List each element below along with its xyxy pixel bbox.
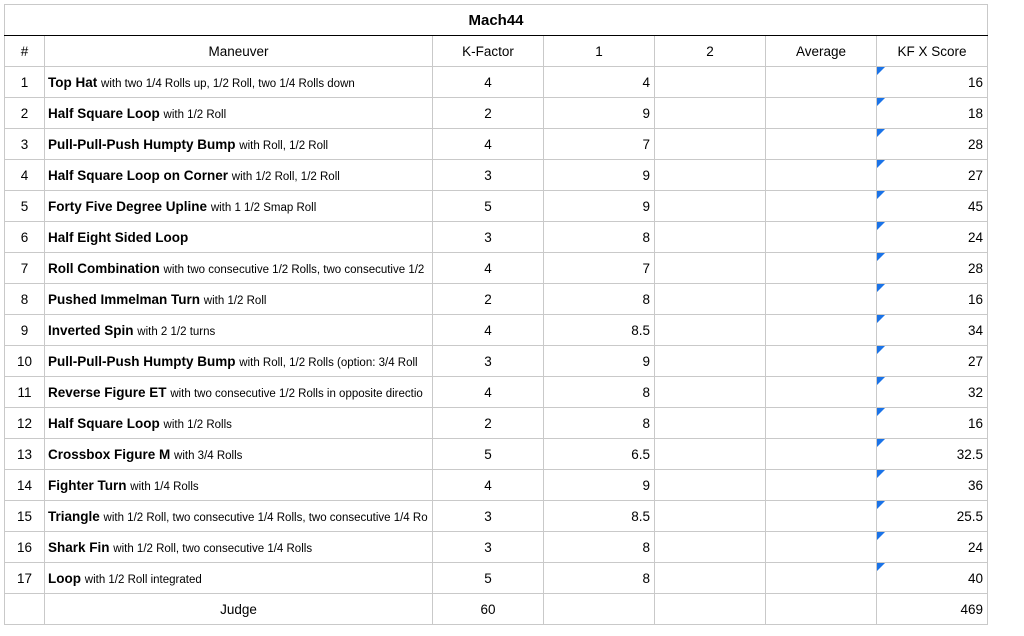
row-number-cell[interactable]: 13 — [5, 439, 45, 470]
table-row — [5, 67, 988, 98]
row-number-cell[interactable]: 4 — [5, 160, 45, 191]
maneuver-name: Roll Combination — [48, 260, 160, 276]
kf-x-score-value: 36 — [967, 477, 983, 493]
row-number-cell[interactable]: 8 — [5, 284, 45, 315]
kf-x-score-cell[interactable] — [877, 98, 988, 129]
score-2-total-cell[interactable] — [655, 594, 766, 625]
average-cell[interactable] — [766, 439, 877, 470]
score-2-cell[interactable] — [655, 408, 766, 439]
average-cell[interactable] — [766, 129, 877, 160]
table-row — [5, 532, 988, 563]
maneuver-name: Fighter Turn — [48, 477, 127, 493]
kfactor-cell[interactable]: 5 — [433, 191, 544, 222]
kfactor-cell[interactable]: 4 — [433, 253, 544, 284]
kf-x-score-value: 24 — [967, 229, 983, 245]
kfactor-cell[interactable]: 2 — [433, 98, 544, 129]
average-cell[interactable] — [766, 501, 877, 532]
score-2-cell[interactable] — [655, 67, 766, 98]
score-2-cell[interactable] — [655, 253, 766, 284]
average-cell[interactable] — [766, 160, 877, 191]
score-2-cell[interactable] — [655, 501, 766, 532]
score-2-cell[interactable] — [655, 129, 766, 160]
score-1-cell[interactable]: 8.5 — [544, 501, 655, 532]
score-2-cell[interactable] — [655, 284, 766, 315]
maneuver-description: with 1/4 Rolls — [130, 480, 199, 493]
kf-x-score-value: 45 — [967, 198, 983, 214]
score-2-cell[interactable] — [655, 470, 766, 501]
note-marker-icon[interactable] — [877, 98, 885, 106]
sheet-title[interactable]: Mach44 — [5, 5, 988, 36]
maneuver-name: Half Square Loop — [48, 415, 160, 431]
judge-label-cell[interactable]: Judge — [45, 594, 433, 625]
score-2-cell[interactable] — [655, 315, 766, 346]
score-1-cell[interactable]: 9 — [544, 191, 655, 222]
maneuver-description: with Roll, 1/2 Roll — [239, 139, 329, 152]
average-total-cell[interactable] — [766, 594, 877, 625]
maneuver-cell[interactable] — [45, 532, 433, 563]
note-marker-icon[interactable] — [877, 67, 885, 75]
kf-x-score-value: 27 — [967, 167, 983, 183]
row-number-cell[interactable]: 6 — [5, 222, 45, 253]
maneuver-description: with two 1/4 Rolls up, 1/2 Roll, two 1/4 Rolls down — [101, 77, 355, 90]
average-cell[interactable] — [766, 346, 877, 377]
note-marker-icon[interactable] — [877, 532, 885, 540]
header-average[interactable]: Average — [766, 36, 877, 67]
score-1-cell[interactable]: 8 — [544, 563, 655, 594]
note-marker-icon[interactable] — [877, 253, 885, 261]
maneuver-name: Half Eight Sided Loop — [48, 229, 189, 245]
score-2-cell[interactable] — [655, 439, 766, 470]
kf-x-score-value: 32 — [967, 384, 983, 400]
header-score-1[interactable]: 1 — [544, 36, 655, 67]
maneuver-name: Shark Fin — [48, 539, 110, 555]
kf-x-score-cell[interactable] — [877, 222, 988, 253]
maneuver-name: Loop — [48, 570, 81, 586]
kfactor-cell[interactable]: 2 — [433, 408, 544, 439]
note-marker-icon[interactable] — [877, 129, 885, 137]
table-row — [5, 346, 988, 377]
score-1-total-cell[interactable] — [544, 594, 655, 625]
kfactor-cell[interactable]: 4 — [433, 129, 544, 160]
kfactor-cell[interactable]: 5 — [433, 563, 544, 594]
note-marker-icon[interactable] — [877, 346, 885, 354]
kf-x-score-value: 34 — [967, 322, 983, 338]
table-row — [5, 377, 988, 408]
kfactor-cell[interactable]: 3 — [433, 501, 544, 532]
maneuver-name: Reverse Figure ET — [48, 384, 167, 400]
row-number-cell[interactable]: 15 — [5, 501, 45, 532]
kf-x-score-value: 18 — [967, 105, 983, 121]
maneuver-description: with 2 1/2 turns — [137, 325, 216, 338]
table-row — [5, 284, 988, 315]
maneuver-description: with 1/2 Rolls — [163, 418, 232, 431]
table-row — [5, 98, 988, 129]
score-1-cell[interactable]: 4 — [544, 67, 655, 98]
kf-x-score-cell[interactable] — [877, 129, 988, 160]
score-2-cell[interactable] — [655, 191, 766, 222]
header-kf-x-score[interactable]: KF X Score — [877, 36, 988, 67]
kfactor-cell[interactable]: 3 — [433, 222, 544, 253]
table-row — [5, 408, 988, 439]
average-cell[interactable] — [766, 191, 877, 222]
maneuver-name: Pull-Pull-Push Humpty Bump — [48, 136, 236, 152]
maneuver-cell[interactable] — [45, 191, 433, 222]
row-number-cell[interactable]: 5 — [5, 191, 45, 222]
note-marker-icon[interactable] — [877, 439, 885, 447]
row-number-cell[interactable]: 7 — [5, 253, 45, 284]
row-number-cell[interactable]: 17 — [5, 563, 45, 594]
kf-x-score-cell[interactable] — [877, 501, 988, 532]
kf-x-score-value: 40 — [967, 570, 983, 586]
kf-x-score-cell[interactable] — [877, 532, 988, 563]
note-marker-icon[interactable] — [877, 315, 885, 323]
score-1-cell[interactable]: 8 — [544, 284, 655, 315]
row-number-cell[interactable]: 9 — [5, 315, 45, 346]
kf-x-score-value: 16 — [967, 291, 983, 307]
score-1-cell[interactable]: 8 — [544, 377, 655, 408]
header-maneuver[interactable]: Maneuver — [45, 36, 433, 67]
kf-x-score-cell[interactable] — [877, 470, 988, 501]
score-2-cell[interactable] — [655, 222, 766, 253]
maneuver-description: with two consecutive 1/2 Rolls in opposite directio — [170, 387, 423, 400]
table-row — [5, 439, 988, 470]
maneuver-cell[interactable] — [45, 501, 433, 532]
score-2-cell[interactable] — [655, 160, 766, 191]
maneuver-cell[interactable] — [45, 98, 433, 129]
note-marker-icon[interactable] — [877, 501, 885, 509]
row-number-cell[interactable]: 16 — [5, 532, 45, 563]
average-cell[interactable] — [766, 98, 877, 129]
kf-x-score-cell[interactable] — [877, 377, 988, 408]
kfactor-cell[interactable]: 3 — [433, 346, 544, 377]
maneuver-cell[interactable] — [45, 160, 433, 191]
maneuver-cell[interactable] — [45, 129, 433, 160]
kfactor-cell[interactable]: 5 — [433, 439, 544, 470]
table-row — [5, 253, 988, 284]
maneuver-cell[interactable] — [45, 470, 433, 501]
maneuver-cell[interactable] — [45, 253, 433, 284]
kfactor-cell[interactable]: 4 — [433, 377, 544, 408]
row-number-cell[interactable]: 14 — [5, 470, 45, 501]
row-number-cell[interactable]: 12 — [5, 408, 45, 439]
note-marker-icon[interactable] — [877, 563, 885, 571]
maneuver-description: with 1/2 Roll, two consecutive 1/4 Rolls, two consecutive 1/4 Ro — [103, 511, 428, 524]
average-cell[interactable] — [766, 532, 877, 563]
kf-x-score-cell[interactable] — [877, 253, 988, 284]
average-cell[interactable] — [766, 67, 877, 98]
maneuver-cell[interactable] — [45, 284, 433, 315]
kf-x-score-cell[interactable] — [877, 408, 988, 439]
note-marker-icon[interactable] — [877, 222, 885, 230]
kf-x-score-cell[interactable] — [877, 346, 988, 377]
maneuver-description: with 1/2 Roll, 1/2 Roll — [231, 170, 340, 183]
row-number-cell[interactable]: 10 — [5, 346, 45, 377]
score-2-cell[interactable] — [655, 532, 766, 563]
maneuver-cell[interactable] — [45, 377, 433, 408]
kf-x-score-cell[interactable] — [877, 160, 988, 191]
table-row — [5, 501, 988, 532]
grand-total-cell[interactable]: 469 — [877, 594, 988, 625]
score-1-cell[interactable]: 8 — [544, 222, 655, 253]
maneuver-name: Pushed Immelman Turn — [48, 291, 201, 307]
kf-x-score-value: 32.5 — [956, 446, 983, 462]
score-1-cell[interactable]: 7 — [544, 253, 655, 284]
kf-x-score-value: 16 — [967, 415, 983, 431]
table-row — [5, 470, 988, 501]
header-score-2[interactable]: 2 — [655, 36, 766, 67]
score-2-cell[interactable] — [655, 98, 766, 129]
average-cell[interactable] — [766, 284, 877, 315]
kfactor-cell[interactable]: 4 — [433, 67, 544, 98]
maneuver-description: with 1/2 Roll — [163, 108, 227, 121]
average-cell[interactable] — [766, 377, 877, 408]
score-1-cell[interactable]: 9 — [544, 346, 655, 377]
kfactor-cell[interactable]: 3 — [433, 160, 544, 191]
note-marker-icon[interactable] — [877, 284, 885, 292]
score-2-cell[interactable] — [655, 346, 766, 377]
average-cell[interactable] — [766, 408, 877, 439]
note-marker-icon[interactable] — [877, 408, 885, 416]
kf-x-score-value: 28 — [967, 136, 983, 152]
score-1-cell[interactable]: 8 — [544, 408, 655, 439]
score-1-cell[interactable]: 8.5 — [544, 315, 655, 346]
score-1-cell[interactable]: 9 — [544, 98, 655, 129]
kf-x-score-cell[interactable] — [877, 315, 988, 346]
totals-blank-cell[interactable] — [5, 594, 45, 625]
maneuver-description: with two consecutive 1/2 Rolls, two consecutive 1/2 — [163, 263, 425, 276]
row-number-cell[interactable]: 1 — [5, 67, 45, 98]
average-cell[interactable] — [766, 315, 877, 346]
score-1-cell[interactable]: 6.5 — [544, 439, 655, 470]
kfactor-cell[interactable]: 4 — [433, 470, 544, 501]
maneuver-description: with 1/2 Roll, two consecutive 1/4 Rolls — [113, 542, 313, 555]
maneuver-cell[interactable] — [45, 439, 433, 470]
maneuver-name: Crossbox Figure M — [48, 446, 171, 462]
kfactor-cell[interactable]: 2 — [433, 284, 544, 315]
score-2-cell[interactable] — [655, 563, 766, 594]
kf-x-score-value: 25.5 — [956, 508, 983, 524]
header-row — [5, 36, 988, 67]
score-1-cell[interactable]: 8 — [544, 532, 655, 563]
kf-x-score-value: 16 — [967, 74, 983, 90]
maneuver-cell[interactable] — [45, 67, 433, 98]
kfactor-cell[interactable]: 4 — [433, 315, 544, 346]
table-row — [5, 129, 988, 160]
table-row — [5, 160, 988, 191]
note-marker-icon[interactable] — [877, 470, 885, 478]
kf-x-score-cell[interactable] — [877, 284, 988, 315]
totals-row — [5, 594, 988, 625]
table-row — [5, 191, 988, 222]
note-marker-icon[interactable] — [877, 191, 885, 199]
score-2-cell[interactable] — [655, 377, 766, 408]
row-number-cell[interactable]: 11 — [5, 377, 45, 408]
score-1-cell[interactable]: 9 — [544, 160, 655, 191]
kf-x-score-value: 28 — [967, 260, 983, 276]
note-marker-icon[interactable] — [877, 160, 885, 168]
maneuver-name: Top Hat — [48, 74, 98, 90]
score-1-cell[interactable]: 9 — [544, 470, 655, 501]
average-cell[interactable] — [766, 253, 877, 284]
kf-x-score-cell[interactable] — [877, 191, 988, 222]
note-marker-icon[interactable] — [877, 377, 885, 385]
table-row — [5, 222, 988, 253]
row-number-cell[interactable]: 2 — [5, 98, 45, 129]
kfactor-sum-cell[interactable]: 60 — [433, 594, 544, 625]
header-kfactor[interactable]: K-Factor — [433, 36, 544, 67]
kf-x-score-cell[interactable] — [877, 439, 988, 470]
kf-x-score-value: 27 — [967, 353, 983, 369]
maneuver-description: with 1/2 Roll integrated — [84, 573, 202, 586]
maneuver-description: with 1/2 Roll — [203, 294, 267, 307]
maneuver-name: Half Square Loop on Corner — [48, 167, 229, 183]
maneuver-name: Forty Five Degree Upline — [48, 198, 208, 214]
average-cell[interactable] — [766, 222, 877, 253]
header-num[interactable]: # — [5, 36, 45, 67]
score-1-cell[interactable]: 7 — [544, 129, 655, 160]
table-row — [5, 563, 988, 594]
maneuver-cell[interactable] — [45, 346, 433, 377]
score-table — [4, 4, 988, 625]
maneuver-name: Triangle — [48, 508, 100, 524]
row-number-cell[interactable]: 3 — [5, 129, 45, 160]
maneuver-cell[interactable] — [45, 408, 433, 439]
kf-x-score-cell[interactable] — [877, 563, 988, 594]
average-cell[interactable] — [766, 470, 877, 501]
average-cell[interactable] — [766, 563, 877, 594]
maneuver-description: with Roll, 1/2 Rolls (option: 3/4 Roll — [239, 356, 418, 369]
kf-x-score-value: 24 — [967, 539, 983, 555]
maneuver-name: Pull-Pull-Push Humpty Bump — [48, 353, 236, 369]
kf-x-score-cell[interactable] — [877, 67, 988, 98]
maneuver-name: Half Square Loop — [48, 105, 160, 121]
maneuver-description: with 1 1/2 Smap Roll — [210, 201, 317, 214]
maneuver-cell[interactable] — [45, 563, 433, 594]
kfactor-cell[interactable]: 3 — [433, 532, 544, 563]
table-row — [5, 315, 988, 346]
maneuver-cell[interactable] — [45, 222, 433, 253]
maneuver-name: Inverted Spin — [48, 322, 134, 338]
maneuver-cell[interactable] — [45, 315, 433, 346]
maneuver-description: with 3/4 Rolls — [174, 449, 243, 462]
